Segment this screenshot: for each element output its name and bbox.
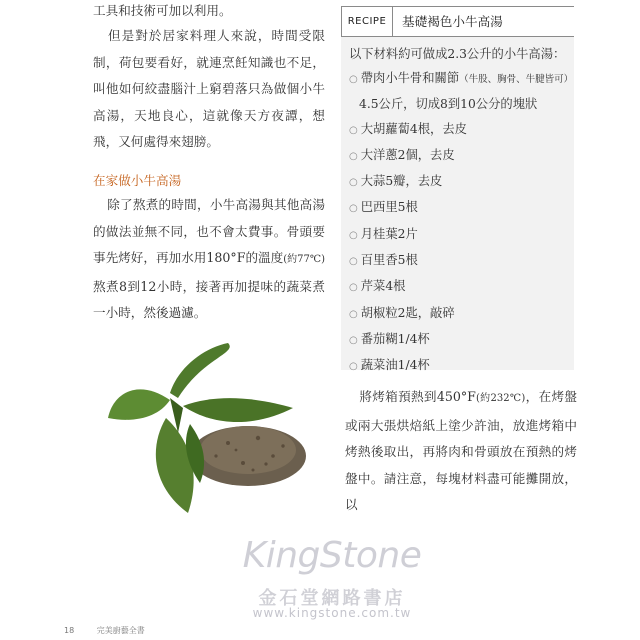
ingredient-text: 大洋蔥2個，去皮	[360, 147, 455, 162]
paragraph-2	[93, 23, 325, 156]
page-footer	[64, 625, 145, 636]
recipe-title: 基礎褐色小牛高湯	[402, 14, 503, 29]
recipe-tag: RECIPE	[342, 7, 393, 36]
ingredient-text: 帶肉小牛骨和關節	[360, 71, 460, 85]
ingredient-note: （牛股、胸骨、牛腱皆可）	[459, 74, 574, 85]
ingredient-item	[349, 143, 569, 169]
section-subheading: 在家做小牛高湯	[93, 173, 182, 188]
paragraph-1: 工具和技術可加以利用。	[93, 3, 232, 18]
paragraph-4-text-a: 將烤箱預熱到450°F	[359, 389, 476, 404]
ingredient-item	[349, 222, 569, 248]
ingredient-text: 巴西里5根	[360, 200, 418, 215]
recipe-body	[349, 42, 574, 380]
ingredient-item	[349, 248, 569, 274]
recipe-intro: 以下材料約可做成2.3公升的小牛高湯：	[349, 47, 566, 61]
circle-bullet-icon: ○	[349, 203, 358, 215]
ingredient-item	[349, 274, 569, 300]
ingredient-item	[349, 353, 569, 379]
ingredient-text: 蔬菜油1/4杯	[360, 358, 430, 373]
circle-bullet-icon: ○	[349, 282, 358, 294]
paragraph-4-note: (約232℃)	[475, 393, 526, 404]
paragraph-3	[93, 192, 325, 327]
paragraph-3-note: (約77℃)	[283, 254, 325, 265]
paragraph-2-text: 但是對於居家料理人來說，時間受限制，荷包要看好，就連烹飪知識也不足，叫他如何絞盡腦汁上窮碧落只為做個小牛高湯，天地良心，這就像天方夜譚，想飛，又何處得來翅膀。	[93, 28, 325, 149]
circle-bullet-icon: ○	[349, 361, 358, 373]
ingredient-text: 大蒜5瓣，去皮	[360, 174, 443, 189]
ingredient-item	[349, 195, 569, 221]
watermark-url: www.kingstone.com.tw	[252, 606, 412, 620]
ingredient-item	[349, 301, 569, 327]
circle-bullet-icon: ○	[349, 334, 358, 346]
ingredient-text: 大胡蘿蔔4根，去皮	[360, 121, 467, 136]
circle-bullet-icon: ○	[349, 150, 358, 162]
circle-bullet-icon: ○	[349, 74, 358, 85]
ingredient-list	[349, 66, 574, 380]
paragraph-4	[345, 384, 577, 519]
circle-bullet-icon: ○	[349, 177, 358, 189]
circle-bullet-icon: ○	[349, 229, 358, 241]
paragraph-3-text-b: 熬煮8到12小時，接著再加提味的蔬菜煮一小時，然後過濾。	[93, 278, 325, 320]
ingredient-item	[349, 169, 569, 195]
paragraph-3-text-a: 除了熬煮的時間，小牛高湯與其他高湯的做法並無不同，也不會太費事。骨頭要事先烤好，再加水用180°F的溫度	[93, 197, 325, 265]
ingredient-item	[349, 117, 569, 143]
watermark-chinese: 金石堂網路書店	[258, 588, 406, 609]
ingredient-text: 月桂葉2片	[360, 226, 418, 241]
ingredient-text: 胡椒粒2匙，敲碎	[360, 305, 455, 320]
basil-and-pepper-illustration	[108, 338, 318, 523]
recipe-box	[341, 6, 574, 373]
watermark	[232, 535, 432, 627]
ingredient-item	[349, 327, 569, 353]
ingredient-text: 番茄糊1/4杯	[360, 331, 430, 346]
book-title: 完美廚藝全書	[96, 626, 145, 635]
ingredient-text: 芹菜4根	[360, 279, 406, 294]
circle-bullet-icon: ○	[349, 256, 358, 268]
ingredient-text: 百里香5根	[360, 253, 418, 268]
watermark-logo: KingStone	[242, 535, 422, 576]
recipe-header	[341, 6, 574, 37]
pepper-pile-highlight	[200, 426, 296, 474]
circle-bullet-icon: ○	[349, 124, 358, 136]
page-number: 18	[64, 626, 75, 635]
ingredient-continuation: 4.5公斤，切成8到10公分的塊狀	[359, 97, 538, 112]
paragraph-4-text-b: ，在烤盤或兩大張烘焙紙上塗少許油，放進烤箱中烤熱後取出，再將肉和骨頭放在預熱的烤盤中。請注意，每塊材料盡可能攤開放，以	[345, 389, 578, 512]
circle-bullet-icon: ○	[349, 308, 358, 320]
ingredient-item	[349, 66, 574, 92]
